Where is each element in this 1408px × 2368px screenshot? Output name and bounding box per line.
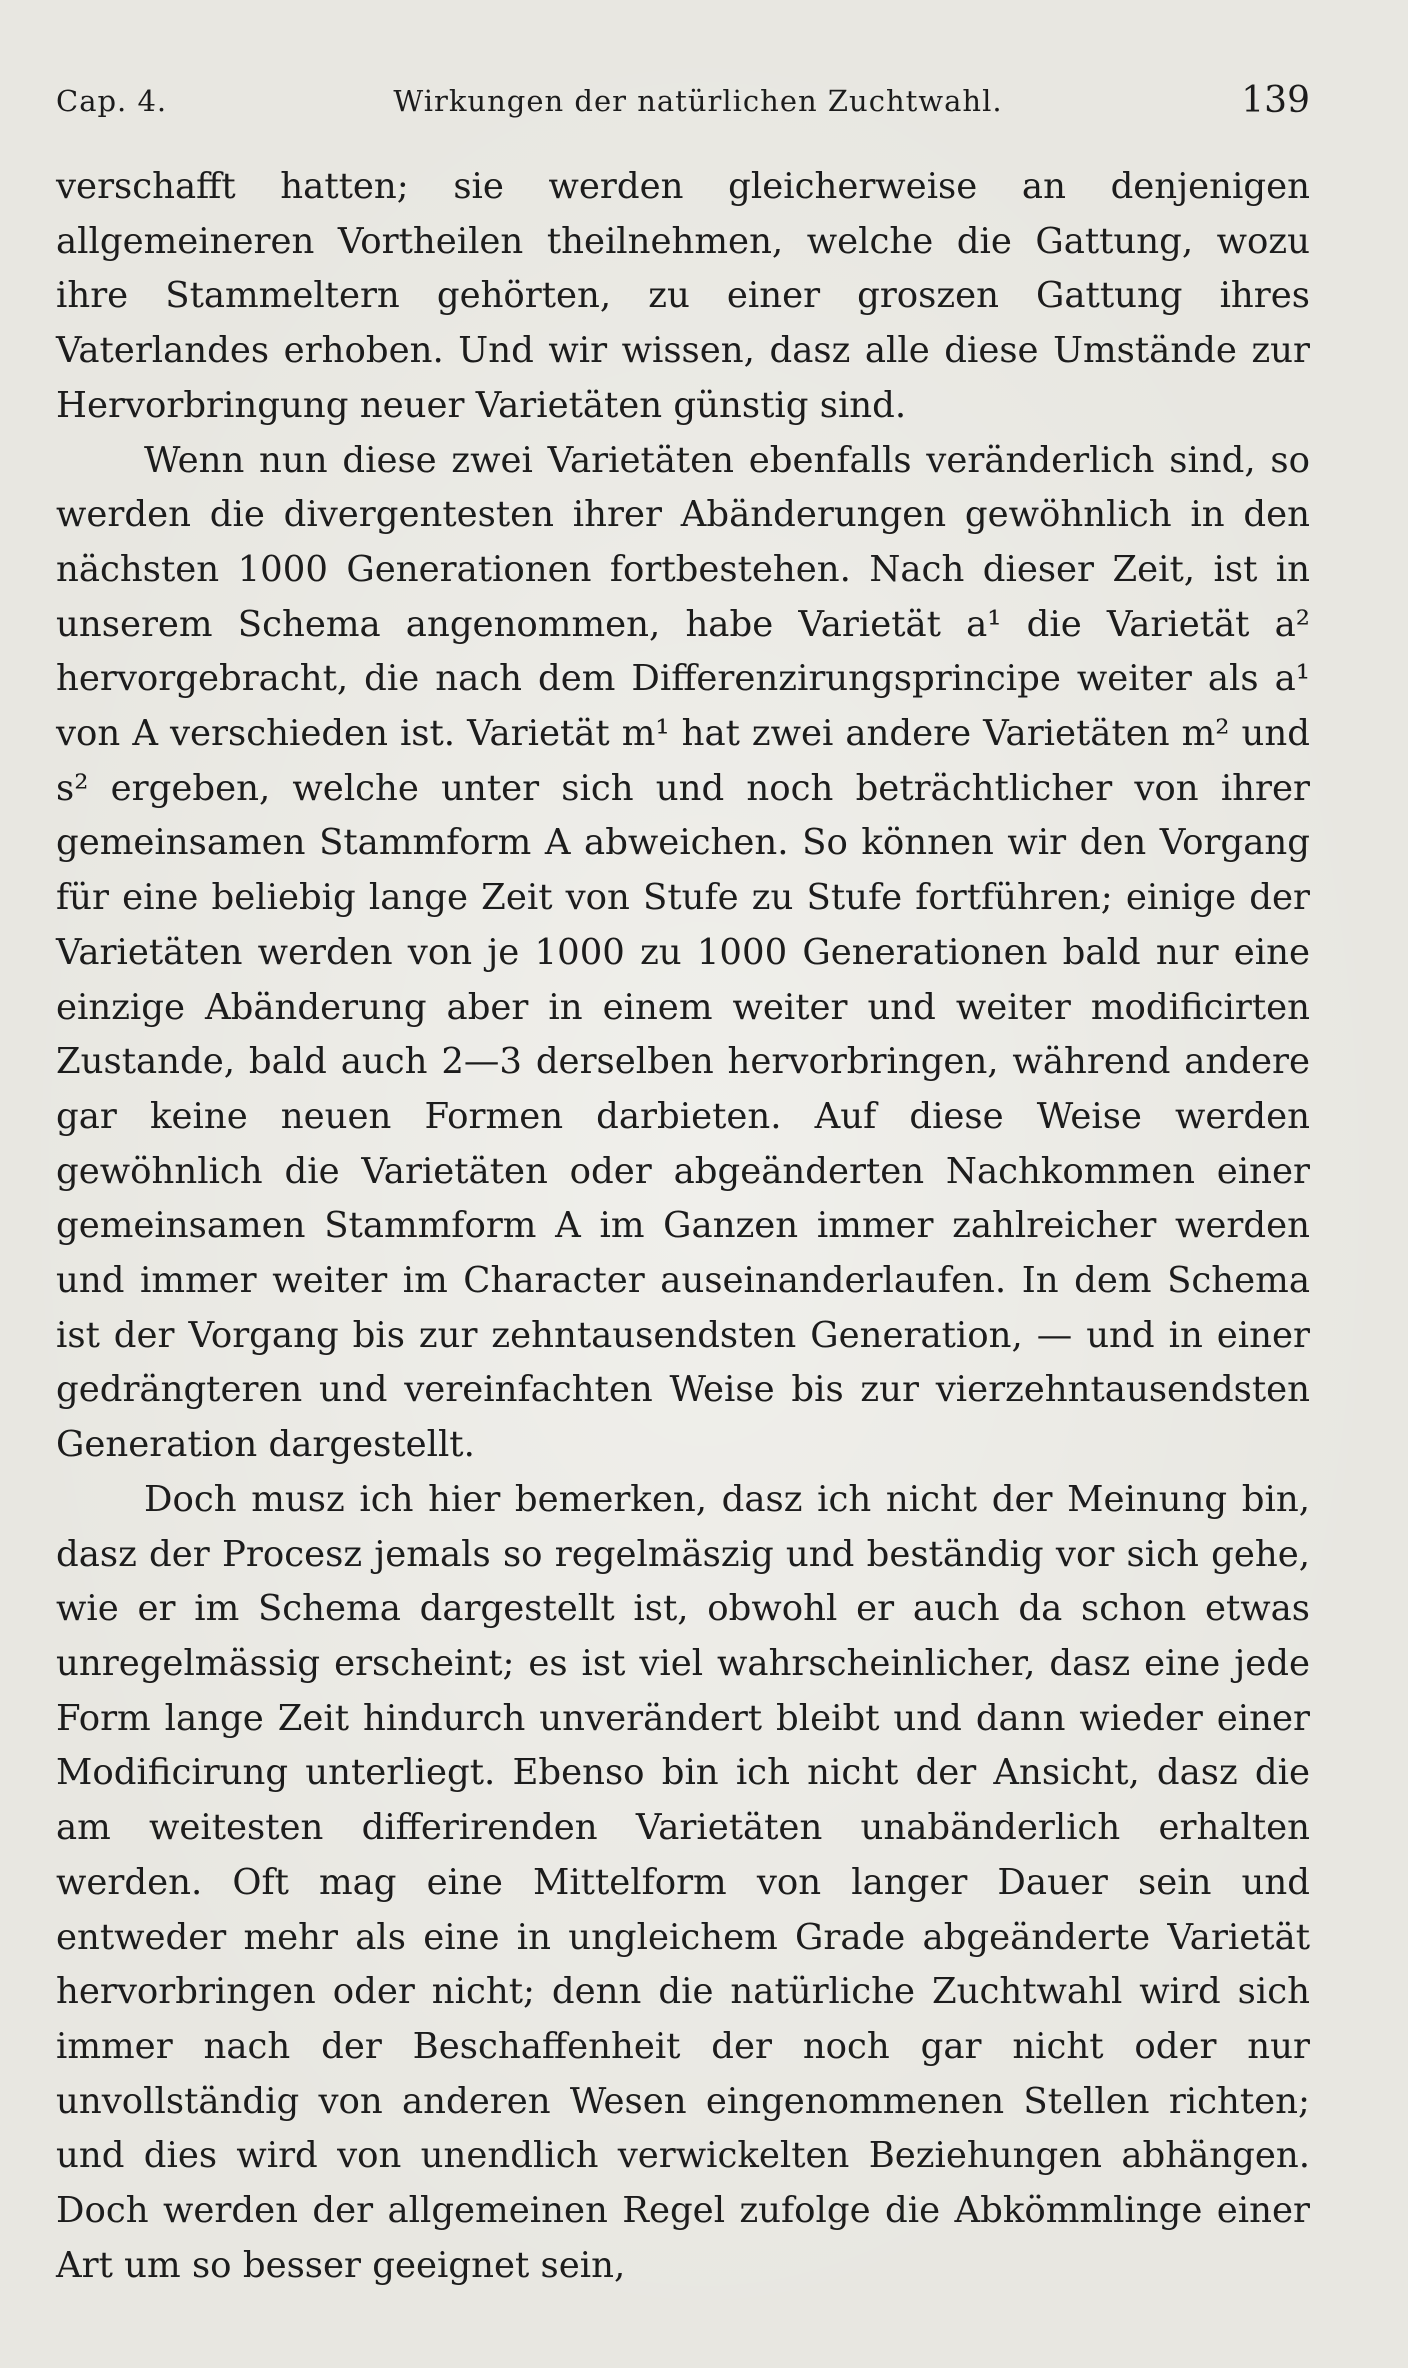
paragraph-continuation: verschafft hatten; sie werden gleicherweise an denjenigen allgemeineren Vortheilen theilnehmen, welche die Gattung, wozu ihre Stammeltern gehörten, zu einer groszen Gattung ihres Vaterlandes erhoben. Und wir wissen, dasz alle diese Umstände zur Hervorbringung neuer Varietäten günstig sind. [56, 166, 1310, 426]
paragraph-remark: Doch musz ich hier bemerken, dasz ich nicht der Meinung bin, dasz der Procesz jemals so regelmäszig und beständig vor sich gehe, wie er im Schema dargestellt ist, obwohl er auch da schon etwas unregelmässig erscheint; es ist viel wahrscheinlicher, dasz eine jede Form lange Zeit hindurch unverändert bleibt und dann wieder einer Modificirung unterliegt. Ebenso bin ich nicht der Ansicht, dasz die am weitesten differirenden Varietäten unabänderlich erhalten werden. Oft mag eine Mittelform von langer Dauer sein und entweder mehr als eine in ungleichem Grade abgeänderte Varietät hervorbringen oder nicht; denn die natürliche Zuchtwahl wird sich immer nach der Beschaffenheit der noch gar nicht oder nur unvollständig von anderen Wesen eingenommenen Stellen richten; und dies wird von unendlich verwickelten Beziehungen abhängen. Doch werden der allgemeinen Regel zufolge die Abkömmlinge einer Art um so besser geeignet sein, [56, 1478, 1310, 2286]
paragraph-varieties: Wenn nun diese zwei Varietäten ebenfalls veränderlich sind, so werden die divergentesten ihrer Abänderungen gewöhnlich in den nächsten 1000 Generationen fortbestehen. Nach dieser Zeit, ist in unserem Schema angenommen, habe Varietät a¹ die Varietät a² hervorgebracht, die nach dem Differenzirungsprincipe weiter als a¹ von A verschieden ist. Varietät m¹ hat zwei andere Varietäten m² und s² ergeben, welche unter sich und noch beträchtlicher von ihrer gemeinsamen Stammform A abweichen. So können wir den Vorgang für eine beliebig lange Zeit von Stufe zu Stufe fortführen; einige der Varietäten werden von je 1000 zu 1000 Generationen bald nur eine einzige Abänderung aber in einem weiter und weiter modificirten Zustande, bald auch 2—3 derselben hervorbringen, während andere gar keine neuen Formen darbieten. Auf diese Weise werden gewöhnlich die Varietäten oder abgeänderten Nachkommen einer gemeinsamen Stammform A im Ganzen immer zahlreicher werden und immer weiter im Character auseinanderlaufen. In dem Schema ist der Vorgang bis zur zehntausendsten Generation, — und in einer gedrängteren und vereinfachten Weise bis zur vierzehntausendsten Generation dargestellt. [56, 439, 1310, 1466]
running-title: Wirkungen der natürlichen Zuchtwahl. [393, 84, 1003, 118]
running-head [56, 76, 1310, 136]
body-text [56, 160, 1310, 2293]
chapter-label: Cap. 4. [56, 84, 168, 118]
page-number: 139 [1241, 80, 1310, 121]
